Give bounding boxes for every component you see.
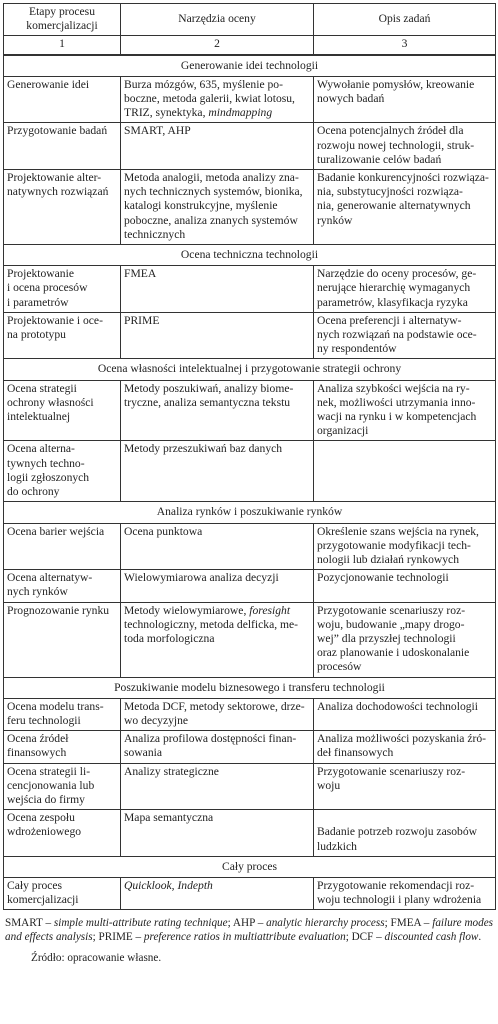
- tasks-cell: Przygotowanie scenariuszy roz- woju: [314, 763, 496, 810]
- abbreviation-expansion: preference ratios in multiattribute evaluation: [143, 931, 346, 944]
- table-row: [4, 698, 496, 730]
- section-title: Cały proces: [4, 856, 496, 877]
- tools-cell: [121, 877, 314, 909]
- tools-text: Analiza profilowa dostępności finan- sowania: [124, 732, 297, 760]
- table-row: [4, 441, 496, 502]
- tools-text: PRIME: [124, 313, 160, 327]
- table-row: [4, 266, 496, 313]
- tools-cell: [121, 698, 314, 730]
- section-header-row: [4, 359, 496, 380]
- tools-italic-text: Quicklook, Indepth: [124, 878, 213, 892]
- stage-cell: Projektowanie alter- natywnych rozwiązań: [4, 170, 121, 245]
- abbreviation-expansion: discounted cash flow: [384, 931, 479, 944]
- tools-text: Ocena punktowa: [124, 524, 203, 538]
- tools-cell: [121, 602, 314, 677]
- tools-cell: [121, 312, 314, 359]
- stage-cell: Ocena strategii ochrony własności intelektualnej: [4, 380, 121, 441]
- tools-cell: [121, 570, 314, 602]
- table-row: [4, 877, 496, 909]
- tools-cell: [121, 266, 314, 313]
- column-header: Etapy procesu komercjalizacji: [4, 4, 121, 36]
- column-number: 3: [314, 36, 496, 55]
- tasks-cell: Analiza szybkości wejścia na ry- nek, możliwości utrzymania inno- wacji na rynku i w kompetencjach organizacji: [314, 380, 496, 441]
- abbreviation: PRIME: [98, 931, 133, 944]
- stage-cell: Ocena zespołu wdrożeniowego: [4, 810, 121, 857]
- abbreviation-expansion: analytic hierarchy process: [266, 917, 385, 930]
- tools-text: technologiczny, metoda delficka, me- toda morfologiczna: [124, 617, 299, 645]
- tools-text: SMART, AHP: [124, 124, 191, 138]
- tools-cell: [121, 731, 314, 763]
- section-title: Ocena własności intelektualnej i przygotowanie strategii ochrony: [4, 359, 496, 380]
- commercialization-tools-table: [3, 3, 496, 910]
- tools-text: Burza mózgów, 635, myślenie po- boczne, metoda galerii, kwiat lotosu, TRIZ, synektyka,: [124, 77, 295, 120]
- table-row: [4, 170, 496, 245]
- table-row: [4, 731, 496, 763]
- tools-text: Metody przeszukiwań baz danych: [124, 442, 283, 456]
- abbreviation-dash: –: [132, 931, 144, 944]
- stage-cell: Przygotowanie badań: [4, 123, 121, 170]
- tasks-cell: Wywołanie pomysłów, kreowanie nowych badań: [314, 76, 496, 123]
- tools-text: Analizy strategiczne: [124, 764, 219, 778]
- stage-cell: Ocena strategii li- cencjonowania lub wejścia do firmy: [4, 763, 121, 810]
- stage-cell: Ocena alterna- tywnych techno- logii zgłoszonych do ochrony: [4, 441, 121, 502]
- abbreviation-dash: –: [254, 917, 267, 930]
- section-title: Ocena techniczna technologii: [4, 245, 496, 266]
- abbreviation: DCF: [351, 931, 374, 944]
- tools-cell: [121, 763, 314, 810]
- stage-cell: Ocena modelu trans- feru technologii: [4, 698, 121, 730]
- section-header-row: [4, 502, 496, 523]
- abbreviation: AHP: [232, 917, 255, 930]
- tools-cell: [121, 810, 314, 857]
- abbreviation-expansion: simple multi-attribute rating technique: [53, 917, 228, 930]
- abbreviation-expansion: failure modes and effects analysis: [5, 917, 494, 944]
- stage-cell: Ocena źródeł finansowych: [4, 731, 121, 763]
- tools-italic-text: mindmapping: [208, 106, 273, 120]
- abbreviation-legend: [5, 916, 493, 944]
- table-row: [4, 810, 496, 857]
- tools-cell: [121, 123, 314, 170]
- tools-cell: [121, 170, 314, 245]
- tasks-cell: Przygotowanie rekomendacji roz- woju technologii i plany wdrożenia: [314, 877, 496, 909]
- section-title: Generowanie idei technologii: [4, 55, 496, 77]
- abbreviation: SMART: [5, 917, 43, 930]
- table-row: [4, 380, 496, 441]
- stage-cell: Projektowanie i oce- na prototypu: [4, 312, 121, 359]
- tasks-cell: Pozycjonowanie technologii: [314, 570, 496, 602]
- tools-cell: [121, 441, 314, 502]
- abbreviation-separator: ;: [345, 931, 352, 944]
- table-row: [4, 523, 496, 570]
- section-title: Poszukiwanie modelu biznesowego i transferu technologii: [4, 677, 496, 698]
- tools-cell: [121, 76, 314, 123]
- tools-text: Wielowymiarowa analiza decyzji: [124, 571, 279, 585]
- table-row: [4, 123, 496, 170]
- tasks-cell: Przygotowanie scenariuszy roz- woju, budowanie „mapy drogo- wej” dla przyszłej technologii oraz planowanie i udoskonalanie procesów: [314, 602, 496, 677]
- stage-cell: Ocena barier wejścia: [4, 523, 121, 570]
- stage-cell: Prognozowanie rynku: [4, 602, 121, 677]
- abbreviation-dash: –: [373, 931, 385, 944]
- column-number-row: [4, 36, 496, 55]
- source-note: Źródło: opracowanie własne.: [31, 952, 162, 965]
- stage-cell: Generowanie idei: [4, 76, 121, 123]
- tasks-cell: Analiza dochodowości technologii: [314, 698, 496, 730]
- section-header-row: [4, 677, 496, 698]
- abbreviation-dash: –: [42, 917, 54, 930]
- tools-text: Metody poszukiwań, analizy biome- tryczne, analiza semantyczna tekstu: [124, 381, 294, 409]
- stage-cell: Projektowanie i ocena procesów i parametrów: [4, 266, 121, 313]
- tasks-cell: Określenie szans wejścia na rynek, przygotowanie modyfikacji tech- nologii lub działań rynkowych: [314, 523, 496, 570]
- table-notes: [3, 916, 495, 965]
- table-row: [4, 76, 496, 123]
- column-header: Opis zadań: [314, 4, 496, 36]
- tasks-cell: Narzędzie do oceny procesów, ge- nerujące hierarchię wymaganych parametrów, klasyfikacja ryzyka: [314, 266, 496, 313]
- abbreviation: FMEA: [390, 917, 421, 930]
- column-number: 1: [4, 36, 121, 55]
- tasks-cell: Badanie potrzeb rozwoju zasobów ludzkich: [314, 810, 496, 857]
- stage-cell: Cały proces komercjalizacji: [4, 877, 121, 909]
- section-header-row: [4, 55, 496, 77]
- section-header-row: [4, 245, 496, 266]
- column-number: 2: [121, 36, 314, 55]
- tasks-cell: Ocena preferencji i alternatyw- nych rozwiązań na podstawie oce- ny respondentów: [314, 312, 496, 359]
- abbreviation-separator: ;: [227, 917, 233, 930]
- abbreviation-dash: –: [421, 917, 433, 930]
- tools-text: FMEA: [124, 267, 157, 281]
- tasks-cell: Ocena potencjalnych źródeł dla rozwoju nowej technologii, struk- turalizowanie celów badań: [314, 123, 496, 170]
- tasks-cell: Badanie konkurencyjności rozwiąza- nia, substytucyjności rozwiąza- nia, generowanie alternatywnych rynków: [314, 170, 496, 245]
- document-page: [3, 3, 495, 965]
- table-row: [4, 602, 496, 677]
- table-row: [4, 570, 496, 602]
- tasks-cell: [314, 441, 496, 502]
- header-row: [4, 4, 496, 36]
- abbreviation-separator: .: [478, 931, 482, 944]
- stage-cell: Ocena alternatyw- nych rynków: [4, 570, 121, 602]
- tools-text: Metody wielowymiarowe,: [124, 603, 250, 617]
- table-row: [4, 312, 496, 359]
- section-title: Analiza rynków i poszukiwanie rynków: [4, 502, 496, 523]
- table-row: [4, 763, 496, 810]
- section-header-row: [4, 856, 496, 877]
- column-header: Narzędzia oceny: [121, 4, 314, 36]
- tools-text: Mapa semantyczna: [124, 811, 214, 825]
- abbreviation-separator: ;: [384, 917, 391, 930]
- tools-cell: [121, 380, 314, 441]
- tools-italic-text: foresight: [249, 603, 291, 617]
- tasks-cell: Analiza możliwości pozyskania źró- deł finansowych: [314, 731, 496, 763]
- abbreviation-separator: ;: [92, 931, 99, 944]
- tools-text: Metoda analogii, metoda analizy zna- nych technicznych systemów, bionika, katalogi konstrukcyjne, myślenie poboczne, analiza znanych systemów technicznych: [124, 171, 303, 241]
- tools-text: Metoda DCF, metody sektorowe, drze- wo decyzyjne: [124, 699, 305, 727]
- tools-cell: [121, 523, 314, 570]
